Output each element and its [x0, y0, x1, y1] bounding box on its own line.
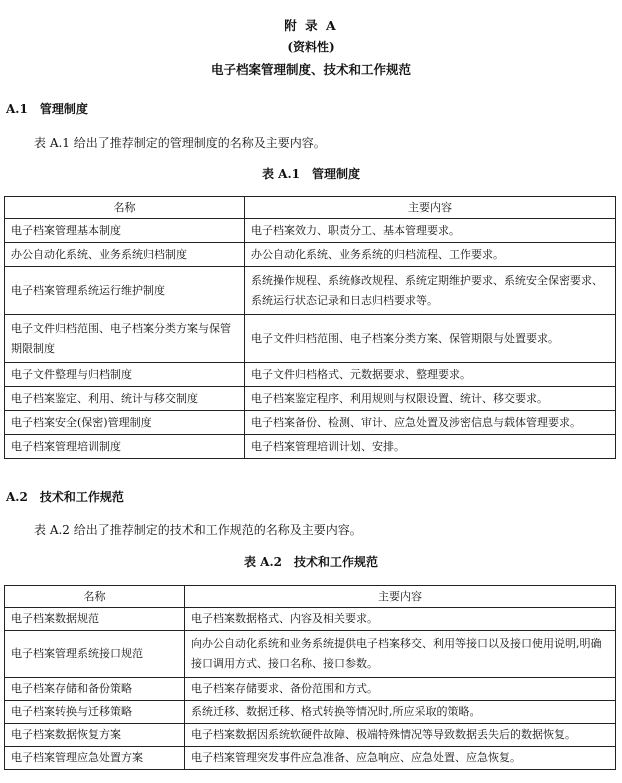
cell-content: 电子档案数据格式、内容及相关要求。 [185, 608, 616, 631]
cell-name: 电子档案管理培训制度 [5, 435, 245, 459]
cell-content: 电子档案管理培训计划、安排。 [245, 435, 616, 459]
table-a1-caption: 表 A.1 管理制度 [261, 167, 361, 181]
cell-name: 电子档案管理应急处置方案 [5, 747, 185, 770]
column-header: 主要内容 [185, 586, 616, 608]
cell-name: 电子档案安全(保密)管理制度 [5, 411, 245, 435]
table-row [5, 315, 616, 363]
table-row [5, 411, 616, 435]
column-header: 名称 [5, 197, 245, 219]
table-row [5, 631, 616, 678]
table-row [5, 219, 616, 243]
cell-name: 办公自动化系统、业务系统归档制度 [5, 243, 245, 267]
table-row [5, 243, 616, 267]
table-row [5, 608, 616, 631]
table-header-row [5, 197, 616, 219]
section-a1-intro: 表 A.1 给出了推荐制定的管理制度的名称及主要内容。 [34, 136, 326, 150]
cell-name: 电子档案数据恢复方案 [5, 724, 185, 747]
section-a2-intro: 表 A.2 给出了推荐制定的技术和工作规范的名称及主要内容。 [34, 523, 362, 537]
table-a1 [4, 196, 616, 459]
cell-name: 电子档案管理系统运行维护制度 [5, 267, 245, 315]
cell-name: 电子文件整理与归档制度 [5, 363, 245, 387]
section-a2-heading: A.2 技术和工作规范 [6, 490, 124, 504]
cell-name: 电子文件归档范围、电子档案分类方案与保管期限制度 [5, 315, 245, 363]
cell-content: 电子档案存储要求、备份范围和方式。 [185, 678, 616, 701]
cell-content: 电子文件归档格式、元数据要求、整理要求。 [245, 363, 616, 387]
cell-content: 电子文件归档范围、电子档案分类方案、保管期限与处置要求。 [245, 315, 616, 363]
cell-content: 电子档案效力、职责分工、基本管理要求。 [245, 219, 616, 243]
table-row [5, 387, 616, 411]
table-row [5, 724, 616, 747]
table-row [5, 363, 616, 387]
cell-content: 向办公自动化系统和业务系统提供电子档案移交、利用等接口以及接口使用说明,明确接口调用方式、接口名称、接口参数。 [185, 631, 616, 678]
section-a1-heading: A.1 管理制度 [6, 102, 88, 116]
table-a2 [4, 585, 616, 770]
table-row [5, 701, 616, 724]
column-header: 名称 [5, 586, 185, 608]
cell-content: 电子档案数据因系统软硬件故障、极端特殊情况等导致数据丢失后的数据恢复。 [185, 724, 616, 747]
cell-content: 电子档案备份、检测、审计、应急处置及涉密信息与载体管理要求。 [245, 411, 616, 435]
cell-name: 电子档案存储和备份策略 [5, 678, 185, 701]
appendix-title: 附 录 A [284, 18, 338, 33]
table-row [5, 747, 616, 770]
cell-name: 电子档案管理系统接口规范 [5, 631, 185, 678]
cell-content: 电子档案鉴定程序、利用规则与权限设置、统计、移交要求。 [245, 387, 616, 411]
table-header-row [5, 586, 616, 608]
cell-content: 办公自动化系统、业务系统的归档流程、工作要求。 [245, 243, 616, 267]
table-row [5, 267, 616, 315]
table-row [5, 435, 616, 459]
cell-name: 电子档案数据规范 [5, 608, 185, 631]
cell-content: 电子档案管理突发事件应急准备、应急响应、应急处置、应急恢复。 [185, 747, 616, 770]
appendix-subtitle: (资料性) [287, 40, 335, 54]
cell-name: 电子档案鉴定、利用、统计与移交制度 [5, 387, 245, 411]
appendix-heading: 电子档案管理制度、技术和工作规范 [210, 62, 411, 77]
table-row [5, 678, 616, 701]
column-header: 主要内容 [245, 197, 616, 219]
cell-name: 电子档案转换与迁移策略 [5, 701, 185, 724]
cell-content: 系统迁移、数据迁移、格式转换等情况时,所应采取的策略。 [185, 701, 616, 724]
cell-content: 系统操作规程、系统修改规程、系统定期维护要求、系统安全保密要求、系统运行状态记录和日志归档要求等。 [245, 267, 616, 315]
table-a2-caption: 表 A.2 技术和工作规范 [243, 555, 379, 569]
cell-name: 电子档案管理基本制度 [5, 219, 245, 243]
